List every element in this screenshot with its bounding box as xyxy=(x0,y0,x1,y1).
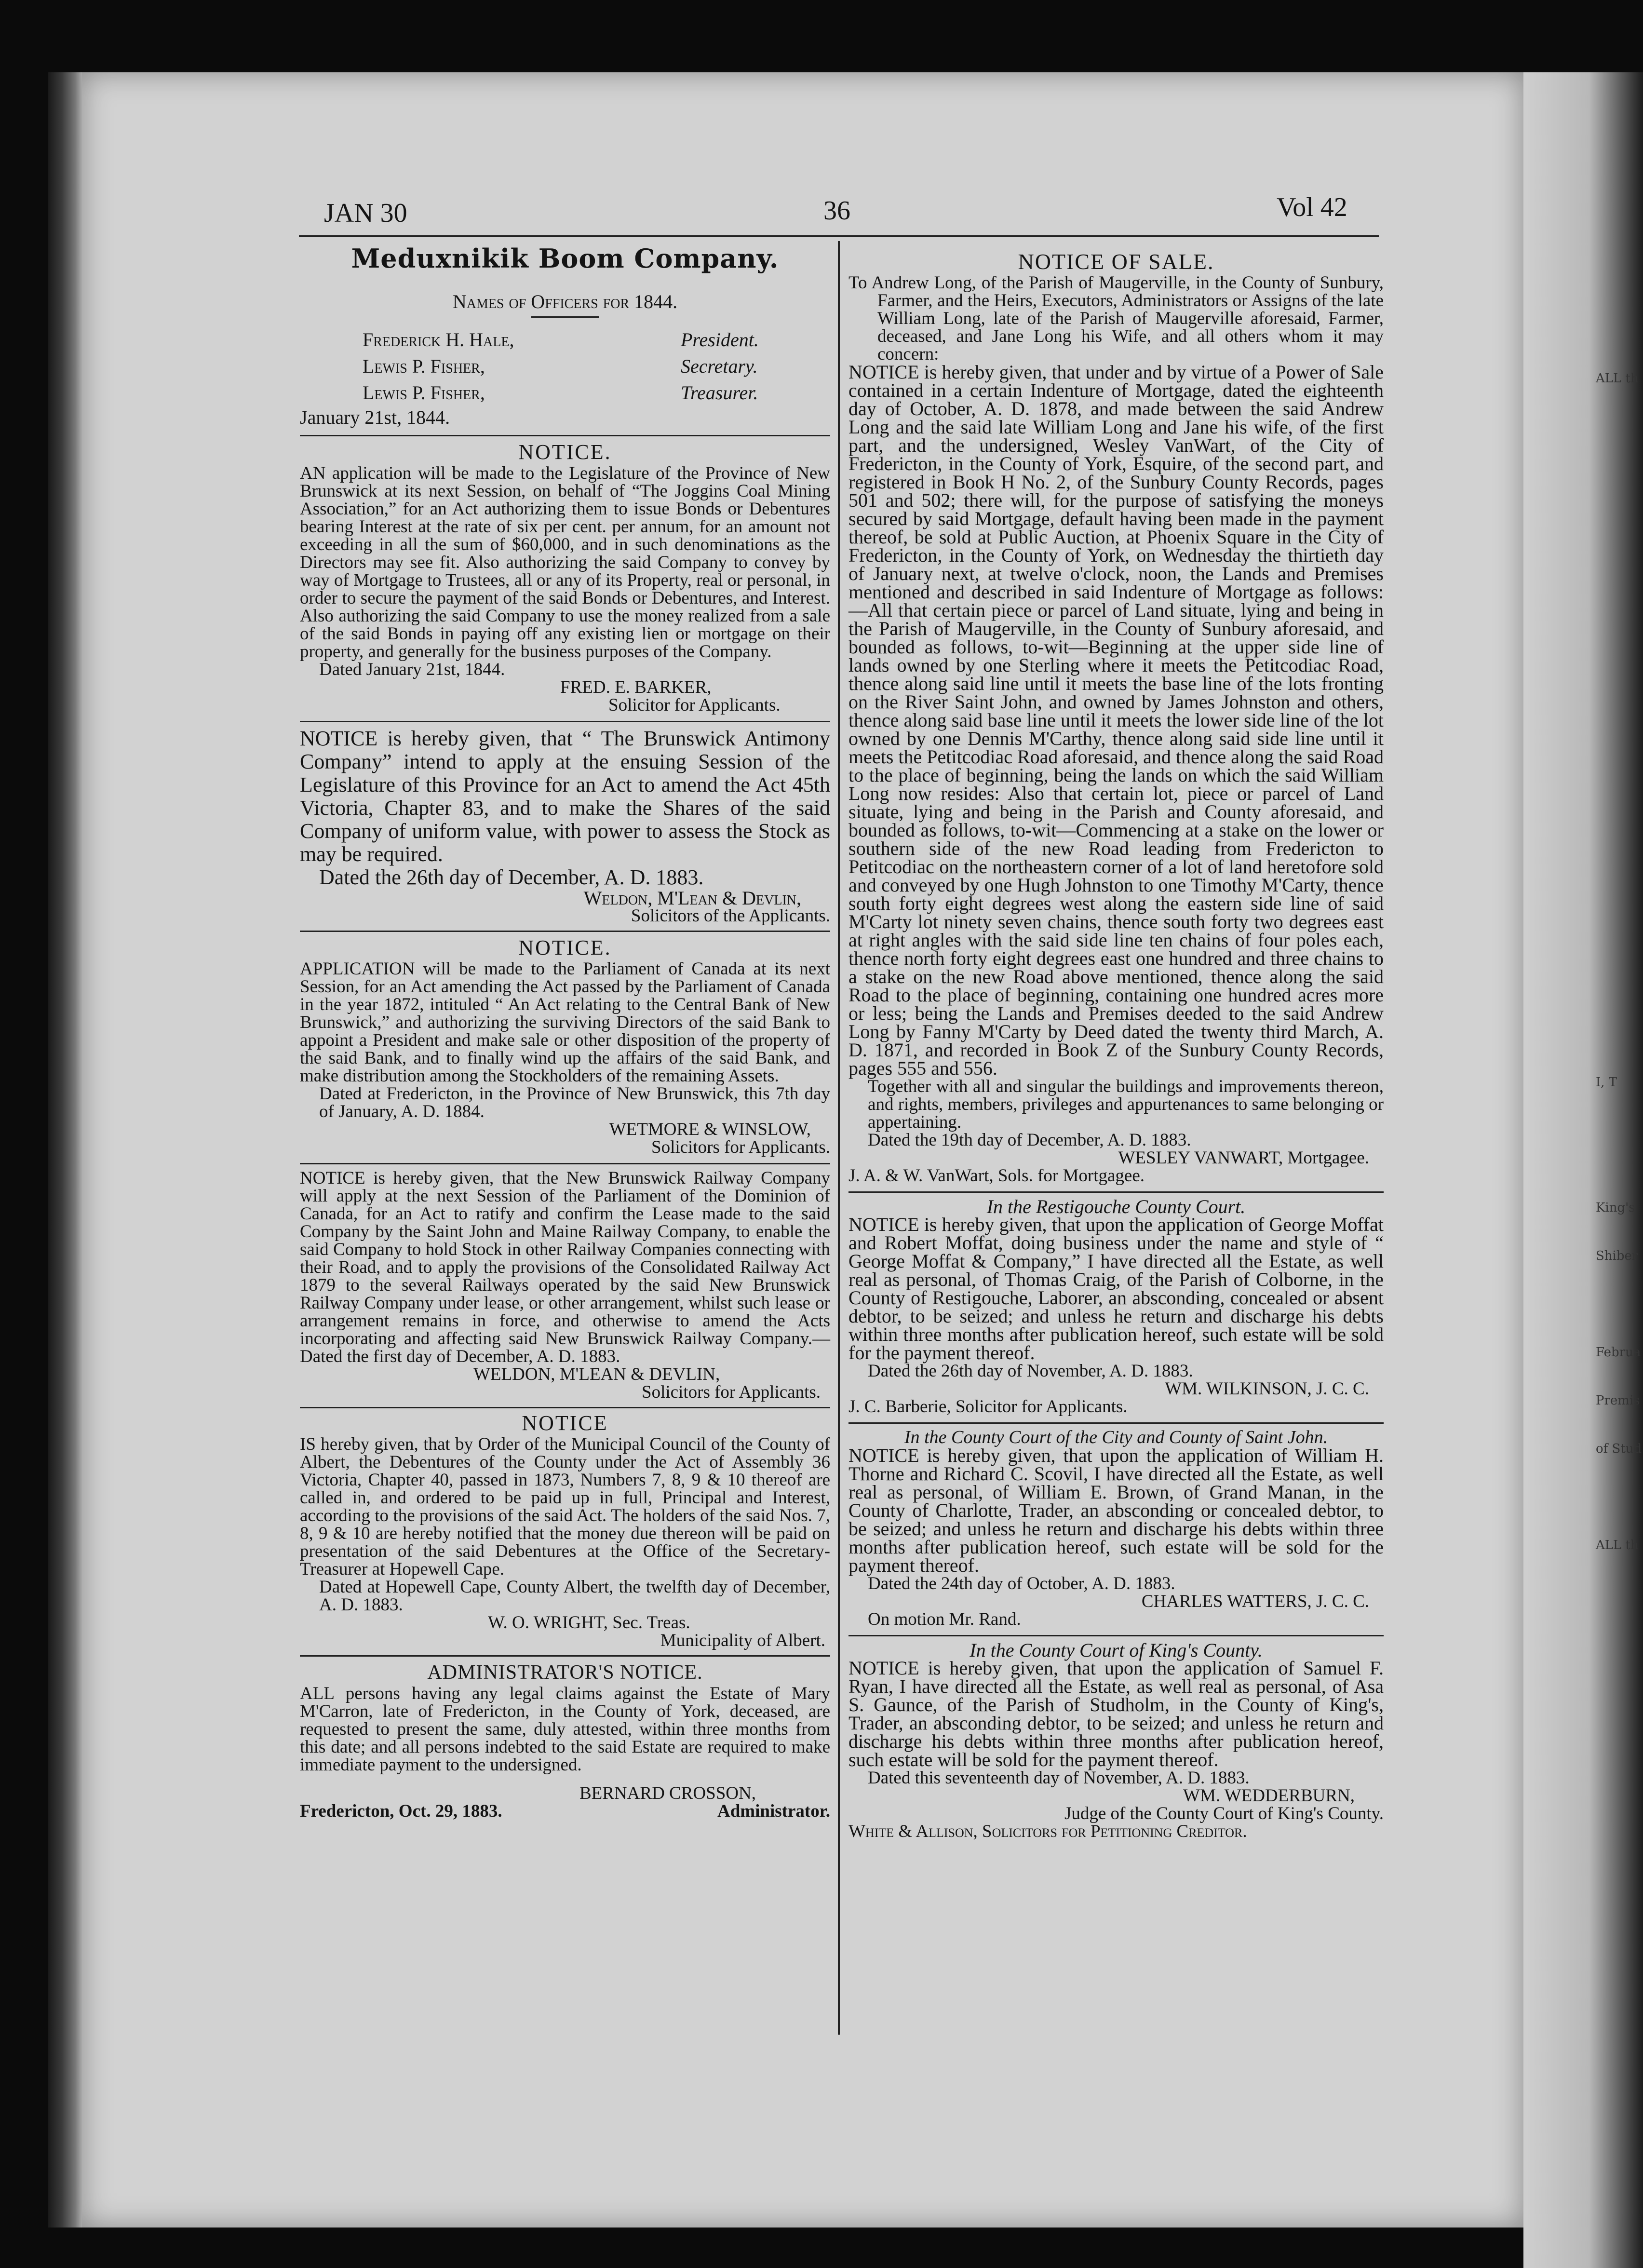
kings-signature: WM. WEDDERBURN, xyxy=(1183,1786,1355,1806)
officer-row xyxy=(363,379,830,406)
adjacent-fragment: ALL th xyxy=(1596,371,1639,386)
central-bank-dated: Dated at Fredericton, in the Province of New Brunswick, this 7th day of January, A. D. 1884. xyxy=(319,1084,830,1121)
meduxnikik-date: January 21st, 1844. xyxy=(300,406,450,428)
sale-signature-solicitors: J. A. & W. VanWart, Sols. for Mortgagee. xyxy=(848,1166,1145,1186)
central-bank-body: APPLICATION will be made to the Parliament of Canada at its next Session, for an Act amending the Act passed by the Parliament of Canada in the year 1872, intituled “ An Act relating to the Central Bank of New Brunswick,” and authorizing the surviving Directors of the said Bank to appoint a President and make sale or other disposition of the property of the said Bank, and to finally wind up the affairs of the said Bank, and make distribution among the Stockholders of the remaining Assets. xyxy=(300,959,830,1086)
joggins-signature: FRED. E. BARKER, xyxy=(560,677,712,697)
column-divider xyxy=(838,241,840,2035)
administrator-heading: ADMINISTRATOR'S NOTICE. xyxy=(427,1661,703,1684)
central-bank-heading: NOTICE. xyxy=(518,936,612,959)
officer-row xyxy=(363,326,830,353)
joggins-heading: NOTICE. xyxy=(518,440,612,464)
restigouche-body: NOTICE is hereby given, that upon the application of George Moffat and Robert Moffat, doing business under the name and style of “ George Moffat & Company,” I have directed all the Estate, as well real as personal, of Thomas Craig, of the Parish of Colborne, in the County of Restigouche, Laborer, an absconding, concealed or absent debtor, to be seized; and unless he return and discharge his debts within three months after publication hereof, such estate will be sold for the payment thereof. xyxy=(848,1214,1384,1364)
albert-body: IS hereby given, that by Order of the Municipal Council of the County of Albert, the Debentures of the County under the Act of Assembly 36 Victoria, Chapter 40, passed in 1873, Numbers 7, 8, 9 & 10 thereof are called in, and ordered to be paid up in full, Principal and Interest, according to the provisions of the said Act. The holders of the said Nos. 7, 8, 9 & 10 are hereby notified that the money due thereon will be paid on presentation of the said Debentures at the Office of the Secretary-Treasurer at Hopewell Cape. xyxy=(300,1434,830,1579)
kings-signature-role: Judge of the County Court of King's County. xyxy=(1064,1804,1384,1823)
kings-court: In the County Court of King's County. xyxy=(970,1639,1263,1661)
officer-name: Lewis P. Fisher, xyxy=(363,382,485,404)
albert-dated: Dated at Hopewell Cape, County Albert, the twelfth day of December, A. D. 1883. xyxy=(319,1577,830,1615)
adjacent-fragment: Premis xyxy=(1596,1393,1640,1408)
section-rule xyxy=(848,1191,1384,1193)
restigouche-signature: WM. WILKINSON, J. C. C. xyxy=(1165,1379,1369,1399)
right-column xyxy=(848,250,1384,1840)
adjacent-fragment: of Stud xyxy=(1596,1442,1642,1456)
section-rule xyxy=(300,1163,830,1164)
kings-solicitors: White & Allison, Solicitors for Petitioning Creditor. xyxy=(848,1822,1247,1841)
section-rule xyxy=(848,1635,1384,1636)
saint-john-dated: Dated the 24th day of October, A. D. 1883. xyxy=(868,1574,1175,1593)
administrator-body: ALL persons having any legal claims against the Estate of Mary M'Carron, late of Fredericton, in the County of York, deceased, are requested to present the same, duly attested, within three months from this date; and all persons indebted to the said Estate are required to make immediate payment to the undersigned. xyxy=(300,1684,830,1775)
section-rule xyxy=(300,435,830,436)
officer-list xyxy=(300,326,830,406)
central-bank-signature-role: Solicitors for Applicants. xyxy=(651,1137,830,1157)
saint-john-court: In the County Court of the City and County of Saint John. xyxy=(904,1427,1328,1447)
header-page-number: 36 xyxy=(823,196,850,226)
albert-signature-role: Municipality of Albert. xyxy=(660,1631,825,1650)
adjacent-fragment: I, T xyxy=(1596,1075,1617,1090)
kings-body: NOTICE is hereby given, that upon the application of Samuel F. Ryan, I have directed all the Estate, as well real as personal, of Asa S. Gaunce, of the Parish of Studholm, in the County of King's, Trader, an absconding debtor, to be seized; and unless he return and discharge his debts within three months after publication hereof, such estate will be sold for the payment thereof. xyxy=(848,1657,1384,1770)
administrator-role: Administrator. xyxy=(717,1801,830,1821)
joggins-body: AN application will be made to the Legislature of the Province of New Brunswick at its next Session, on behalf of “The Joggins Coal Mining Association,” for an Act authorizing them to issue Bonds or Debentures bearing Interest at the rate of six per cent. per annum, for an amount not exceeding in all the sum of $60,000, and in such denominations as the Directors may see fit. Also authorizing the said Company to convey by way of Mortgage to Trustees, all or any of its Property, real or personal, in order to secure the payment of the said Bonds or Debentures, and Interest. Also authorizing the said Company to use the money realized from a sale of the said Bonds in paying off any existing lien or mortgage on their property, and generally for the business purposes of the Company. xyxy=(300,463,830,662)
albert-heading: NOTICE xyxy=(522,1411,608,1435)
sale-heading: NOTICE OF SALE. xyxy=(1018,249,1214,274)
antimony-signature: Weldon, M'Lean & Devlin, xyxy=(583,887,801,909)
officer-name: Lewis P. Fisher, xyxy=(363,355,485,377)
saint-john-motion: On motion Mr. Rand. xyxy=(868,1609,1021,1629)
subtitle-underline xyxy=(531,316,599,318)
albert-signature: W. O. WRIGHT, Sec. Treas. xyxy=(488,1613,690,1633)
administrator-place-date: Fredericton, Oct. 29, 1883. xyxy=(300,1801,502,1821)
section-rule xyxy=(300,721,830,722)
railway-signature: WELDON, M'LEAN & DEVLIN, xyxy=(473,1364,720,1384)
administrator-footer xyxy=(300,1802,830,1820)
adjacent-page-edge xyxy=(1523,72,1643,2268)
antimony-signature-role: Solicitors of the Applicants. xyxy=(631,906,830,926)
officer-name: Frederick H. Hale, xyxy=(363,329,514,351)
sale-address: To Andrew Long, of the Parish of Maugerville, in the County of Sunbury, Farmer, and the Heirs, Executors, Administrators or Assigns of the late William Long, late of the Parish of Maugerville aforesaid, Farmer, deceased, and Jane Long his Wife, and all others whom it may concern: xyxy=(848,273,1384,364)
officer-role: Treasurer. xyxy=(681,382,758,404)
railway-signature-role: Solicitors for Applicants. xyxy=(642,1382,821,1402)
central-bank-signature: WETMORE & WINSLOW, xyxy=(609,1120,811,1139)
section-rule xyxy=(300,1407,830,1408)
saint-john-signature: CHARLES WATTERS, J. C. C. xyxy=(1141,1592,1369,1611)
saint-john-body: NOTICE is hereby given, that upon the application of William H. Thorne and Richard C. Scovil, I have directed all the Estate, as well real as personal, of William E. Brown, of Grand Manan, in the County of Charlotte, Trader, an absconding or concealed debtor, to be seized; and unless he return and discharge his debts within three months after publication hereof, such estate will be sold for the payment thereof. xyxy=(848,1444,1384,1576)
railway-body: NOTICE is hereby given, that the New Brunswick Railway Company will apply at the next Session of the Parliament of the Dominion of Canada, for an Act to ratify and confirm the Lease made to the said Company by the Saint John and Maine Railway Company, to enable the said Company to hold Stock in other Railway Companies connecting with their Road, and to apply the provisions of the Consolidated Railway Act 1879 to the several Railways operated by the said New Brunswick Railway Company under lease, or other arrangement, whilst such lease or arrangement remains in force, and otherwise to amend the Acts incorporating and affecting said New Brunswick Railway Company.—Dated the first day of December, A. D. 1883. xyxy=(300,1168,830,1366)
left-column xyxy=(300,243,830,1821)
adjacent-fragment: Shiber xyxy=(1596,1249,1638,1263)
officer-row xyxy=(363,353,830,379)
meduxnikik-title: Meduxnikik Boom Company. xyxy=(351,243,779,274)
kings-dated: Dated this seventeenth day of November, A. D. 1883. xyxy=(868,1768,1250,1788)
meduxnikik-subtitle: Names of Officers for 1844. xyxy=(452,291,678,312)
antimony-body: NOTICE is hereby given, that “ The Brunswick Antimony Company” intend to apply at the ensuing Session of the Legislature of this Province for an Act to amend the Act 45th Victoria, Chapter 83, and to make the Shares of the said Company of uniform value, with power to assess the Stock as may be required. xyxy=(300,727,830,866)
joggins-signature-role: Solicitor for Applicants. xyxy=(608,695,781,715)
officer-role: Secretary. xyxy=(681,355,758,377)
antimony-dated: Dated the 26th day of December, A. D. 1883. xyxy=(319,865,704,889)
header-volume: Vol 42 xyxy=(1277,192,1347,222)
sale-together: Together with all and singular the buildings and improvements thereon, and rights, members, privileges and appurtenances to same belonging or appertaining. xyxy=(868,1077,1384,1132)
administrator-signature: BERNARD CROSSON, xyxy=(579,1783,756,1803)
section-rule xyxy=(848,1422,1384,1424)
section-rule xyxy=(300,931,830,932)
sale-body: NOTICE is hereby given, that under and by virtue of a Power of Sale contained in a certain Indenture of Mortgage, dated the eighteenth day of October, A. D. 1878, and made between the said Andrew Long and the said late William Long and Jane his wife, of the first part, and the undersigned, Wesley VanWart, of the City of Fredericton, in the County of York, Esquire, of the second part, and registered in Book H No. 2, of the Sunbury County Records, pages 501 and 502; there will, for the purpose of satisfying the moneys secured by said Mortgage, default having been made in the payment thereof, be sold at Public Auction, at Phoenix Square in the City of Fredericton, in the County of York, on Wednesday the thirtieth day of January next, at twelve o'clock, noon, the Lands and Premises mentioned and described in said Indenture of Mortgage as follows:—All that certain piece or parcel of Land situate, lying and being in the Parish of Maugerville, in the County of Sunbury aforesaid, and bounded as follows, to-wit—Beginning at the upper side line of lands owned by one Sterling where it meets the Petitcodiac Road, thence along said line until it meets the base line of the lots fronting on the River Saint John, and owned by James Johnston and others, thence along said base line until it meets the lower side line of the lot owned by one Dennis M'Carthy, thence along said side line until it meets the Petitcodiac Road aforesaid, and thence along the said Road to the place of beginning, being the lands on which the said William Long now resides: Also that certain lot, piece or parcel of Land situate, lying and being in the Parish and County aforesaid, and bounded as follows, to-wit—Commencing at a stake on the lower or southern side of the new Road leading from Fredericton to Petitcodiac on the northeastern corner of a lot of land heretofore sold and conveyed by one Hugh Johnston to one Timothy M'Carty, thence south forty eight degrees west along the eastern side line of said M'Carty lot ninety seven chains, thence south forty two degrees east at right angles with the said side line ten chains of four poles each, thence north forty eight degrees east one hundred and three chains to a stake on the new Road above mentioned, thence along the said Road to the place of beginning, containing one hundred acres more or less; being the Lands and Premises deeded to the said Andrew Long by Fanny M'Carty by Deed dated the twenty third March, A. D. 1871, and recorded in Book Z of the Sunbury County Records, pages 555 and 556. xyxy=(848,361,1384,1079)
section-rule xyxy=(300,1655,830,1657)
header-rule xyxy=(299,235,1379,237)
restigouche-dated: Dated the 26th day of November, A. D. 1883. xyxy=(868,1361,1193,1381)
sale-dated: Dated the 19th day of December, A. D. 1883. xyxy=(868,1130,1191,1150)
restigouche-court: In the Restigouche County Court. xyxy=(986,1196,1246,1217)
adjacent-fragment: Februa xyxy=(1596,1345,1641,1360)
restigouche-solicitor: J. C. Barberie, Solicitor for Applicants. xyxy=(848,1397,1128,1417)
adjacent-fragment: King's xyxy=(1596,1201,1635,1215)
officer-role: President. xyxy=(681,329,759,351)
page-binding-shadow xyxy=(48,72,82,2228)
joggins-dated: Dated January 21st, 1844. xyxy=(319,660,505,679)
adjacent-fragment: ALL th xyxy=(1596,1538,1639,1552)
header-date: JAN 30 xyxy=(324,198,407,228)
sale-signature: WESLEY VANWART, Mortgagee. xyxy=(1118,1148,1369,1168)
